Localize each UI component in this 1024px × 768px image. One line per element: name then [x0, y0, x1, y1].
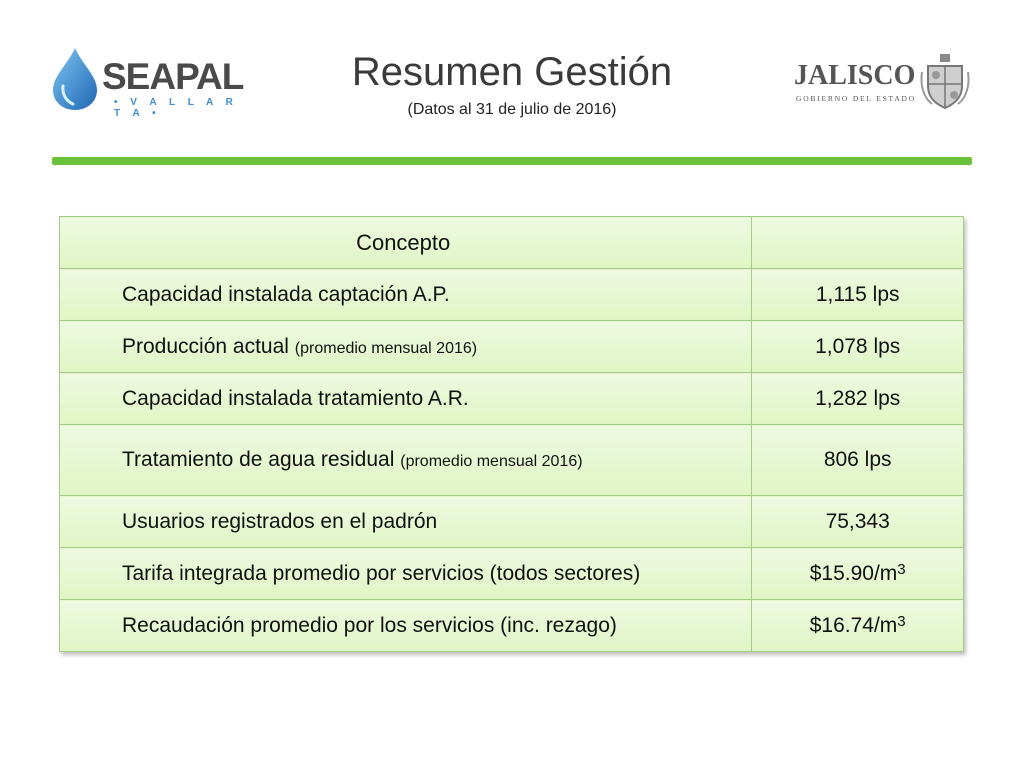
row-concept — [60, 548, 752, 600]
row-value — [752, 269, 964, 321]
row-value — [752, 600, 964, 652]
row-value-text: 75,343 — [825, 509, 890, 533]
header-value — [752, 217, 964, 269]
row-note: (promedio mensual 2016) — [400, 453, 583, 470]
row-value — [752, 373, 964, 425]
row-concept-text: Recaudación promedio por los servicios (inc. rezago) — [122, 613, 617, 637]
table-row — [60, 269, 964, 321]
seapal-logo-name: SEAPAL — [102, 56, 244, 97]
row-value — [752, 321, 964, 373]
header-divider — [52, 157, 972, 165]
row-value-text: $15.90/m — [809, 562, 898, 585]
row-concept — [60, 373, 752, 425]
seapal-logo-sub: • V A L L A R T A • — [114, 97, 238, 119]
row-concept — [60, 496, 752, 548]
row-concept-text: Tarifa integrada promedio por servicios (todos sectores) — [122, 561, 641, 585]
jalisco-logo-name: JALISCO — [794, 60, 916, 91]
jalisco-logo — [790, 52, 980, 112]
row-concept-text: Capacidad instalada tratamiento A.R. — [122, 386, 469, 410]
row-note: (promedio mensual 2016) — [294, 339, 478, 357]
page-title: Resumen Gestión — [351, 50, 673, 94]
table-row — [60, 548, 964, 600]
row-concept-text: Capacidad instalada captación A.P. — [122, 282, 450, 306]
coat-of-arms-icon — [920, 52, 970, 110]
row-value — [752, 425, 964, 496]
row-value-text: 806 lps — [823, 448, 892, 471]
table-row — [60, 425, 964, 496]
row-concept — [60, 425, 752, 496]
table-header-row — [60, 217, 964, 269]
page-subtitle: (Datos al 31 de julio de 2016) — [407, 101, 617, 118]
table-row — [60, 321, 964, 373]
row-concept — [60, 600, 752, 652]
row-concept — [60, 269, 752, 321]
row-value-superscript: 3 — [897, 613, 906, 630]
summary-table — [59, 216, 964, 652]
table-row — [60, 373, 964, 425]
row-value-text: 1,282 lps — [815, 386, 901, 410]
row-concept-text: Tratamiento de agua residual — [122, 448, 395, 471]
table-row — [60, 600, 964, 652]
row-concept-text: Usuarios registrados en el padrón — [122, 509, 438, 533]
header-concept: Concepto — [60, 217, 752, 269]
row-concept-text: Producción actual — [122, 334, 289, 358]
row-value-text: 1,078 lps — [815, 334, 901, 358]
row-concept — [60, 321, 752, 373]
jalisco-logo-sub: GOBIERNO DEL ESTADO — [796, 94, 916, 103]
table-row — [60, 496, 964, 548]
row-value — [752, 496, 964, 548]
row-value-text: 1,115 lps — [815, 282, 900, 306]
row-value — [752, 548, 964, 600]
row-value-superscript: 3 — [897, 561, 906, 578]
row-value-text: $16.74/m — [809, 614, 898, 637]
